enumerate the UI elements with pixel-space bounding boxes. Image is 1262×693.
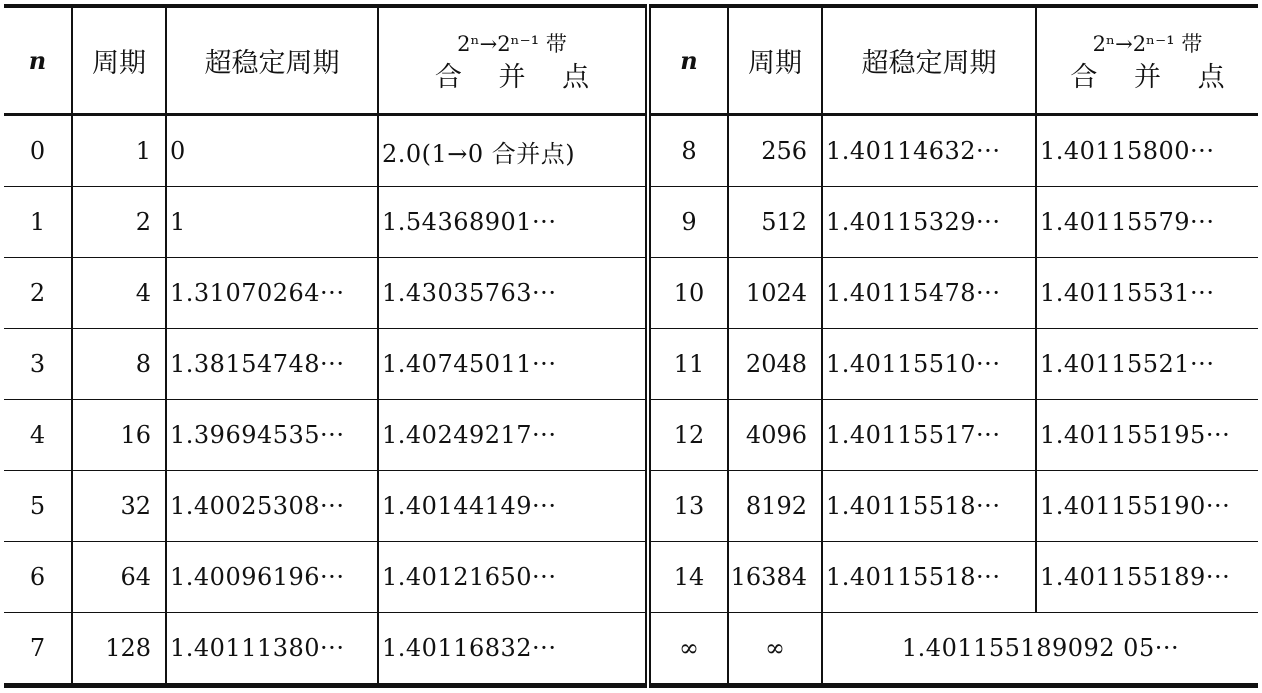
- cell-n: 1: [4, 187, 72, 258]
- cell-period: 4: [72, 258, 166, 329]
- cell-n: 12: [648, 400, 728, 471]
- cell-period: 1024: [728, 258, 822, 329]
- cell-period: 8: [72, 329, 166, 400]
- cell-merge: 1.43035763···: [378, 258, 648, 329]
- cell-merge: 1.40249217···: [378, 400, 648, 471]
- cell-period: 128: [72, 613, 166, 686]
- table-row: [4, 542, 1258, 613]
- cell-n: 3: [4, 329, 72, 400]
- cell-period: 16: [72, 400, 166, 471]
- header-band-merge-point: 2ⁿ→2ⁿ⁻¹ 带 合 并 点: [378, 6, 648, 115]
- cell-period: 16384: [728, 542, 822, 613]
- cell-n: 4: [4, 400, 72, 471]
- cell-n: 10: [648, 258, 728, 329]
- cell-limit-value: 1.401155189092 05···: [822, 613, 1258, 686]
- cell-period-infinity: ∞: [728, 613, 822, 686]
- cell-superstable: 1.40111380···: [166, 613, 378, 686]
- table-header-row: [4, 6, 1258, 115]
- table-row: [4, 400, 1258, 471]
- cell-period: 2048: [728, 329, 822, 400]
- cell-n: 11: [648, 329, 728, 400]
- cell-period: 64: [72, 542, 166, 613]
- cell-merge: 1.40121650···: [378, 542, 648, 613]
- header-n: n: [4, 6, 72, 115]
- table-row: [4, 613, 1258, 686]
- cell-n-infinity: ∞: [648, 613, 728, 686]
- table-row: [4, 471, 1258, 542]
- cell-superstable: 1.40096196···: [166, 542, 378, 613]
- table-row: [4, 329, 1258, 400]
- cell-superstable: 0: [166, 115, 378, 187]
- cell-merge: 1.40115521···: [1036, 329, 1258, 400]
- cell-period: 1: [72, 115, 166, 187]
- header-n-right: n: [648, 6, 728, 115]
- cell-superstable: 1.40115478···: [822, 258, 1036, 329]
- cell-period: 32: [72, 471, 166, 542]
- cell-superstable: 1.40115517···: [822, 400, 1036, 471]
- cell-merge: 2.0(1→0 合并点): [378, 115, 648, 187]
- cell-merge: 1.40115579···: [1036, 187, 1258, 258]
- table-row: [4, 258, 1258, 329]
- header-period: 周期: [72, 6, 166, 115]
- table-row: [4, 187, 1258, 258]
- cell-superstable: 1.40025308···: [166, 471, 378, 542]
- cell-superstable: 1.39694535···: [166, 400, 378, 471]
- cell-n: 5: [4, 471, 72, 542]
- period-doubling-table: [4, 4, 1258, 688]
- cell-n: 8: [648, 115, 728, 187]
- cell-period: 512: [728, 187, 822, 258]
- cell-n: 2: [4, 258, 72, 329]
- cell-period: 8192: [728, 471, 822, 542]
- cell-period: 256: [728, 115, 822, 187]
- cell-merge: 1.40115531···: [1036, 258, 1258, 329]
- cell-merge: 1.54368901···: [378, 187, 648, 258]
- header-superstable-period: 超稳定周期: [166, 6, 378, 115]
- cell-merge: 1.401155190···: [1036, 471, 1258, 542]
- cell-merge: 1.40745011···: [378, 329, 648, 400]
- cell-merge: 1.40116832···: [378, 613, 648, 686]
- cell-merge: 1.40115800···: [1036, 115, 1258, 187]
- cell-n: 7: [4, 613, 72, 686]
- cell-period: 4096: [728, 400, 822, 471]
- header-superstable-period-right: 超稳定周期: [822, 6, 1036, 115]
- cell-merge: 1.401155189···: [1036, 542, 1258, 613]
- header-period-right: 周期: [728, 6, 822, 115]
- cell-merge: 1.401155195···: [1036, 400, 1258, 471]
- cell-n: 6: [4, 542, 72, 613]
- cell-superstable: 1: [166, 187, 378, 258]
- header-band-merge-point-right: 2ⁿ→2ⁿ⁻¹ 带 合 并 点: [1036, 6, 1258, 115]
- cell-period: 2: [72, 187, 166, 258]
- cell-superstable: 1.40115518···: [822, 471, 1036, 542]
- cell-n: 14: [648, 542, 728, 613]
- cell-n: 13: [648, 471, 728, 542]
- cell-n: 9: [648, 187, 728, 258]
- cell-merge: 1.40144149···: [378, 471, 648, 542]
- cell-superstable: 1.38154748···: [166, 329, 378, 400]
- cell-superstable: 1.31070264···: [166, 258, 378, 329]
- cell-superstable: 1.40115518···: [822, 542, 1036, 613]
- cell-superstable: 1.40115510···: [822, 329, 1036, 400]
- table-row: [4, 115, 1258, 187]
- cell-n: 0: [4, 115, 72, 187]
- cell-superstable: 1.40115329···: [822, 187, 1036, 258]
- cell-superstable: 1.40114632···: [822, 115, 1036, 187]
